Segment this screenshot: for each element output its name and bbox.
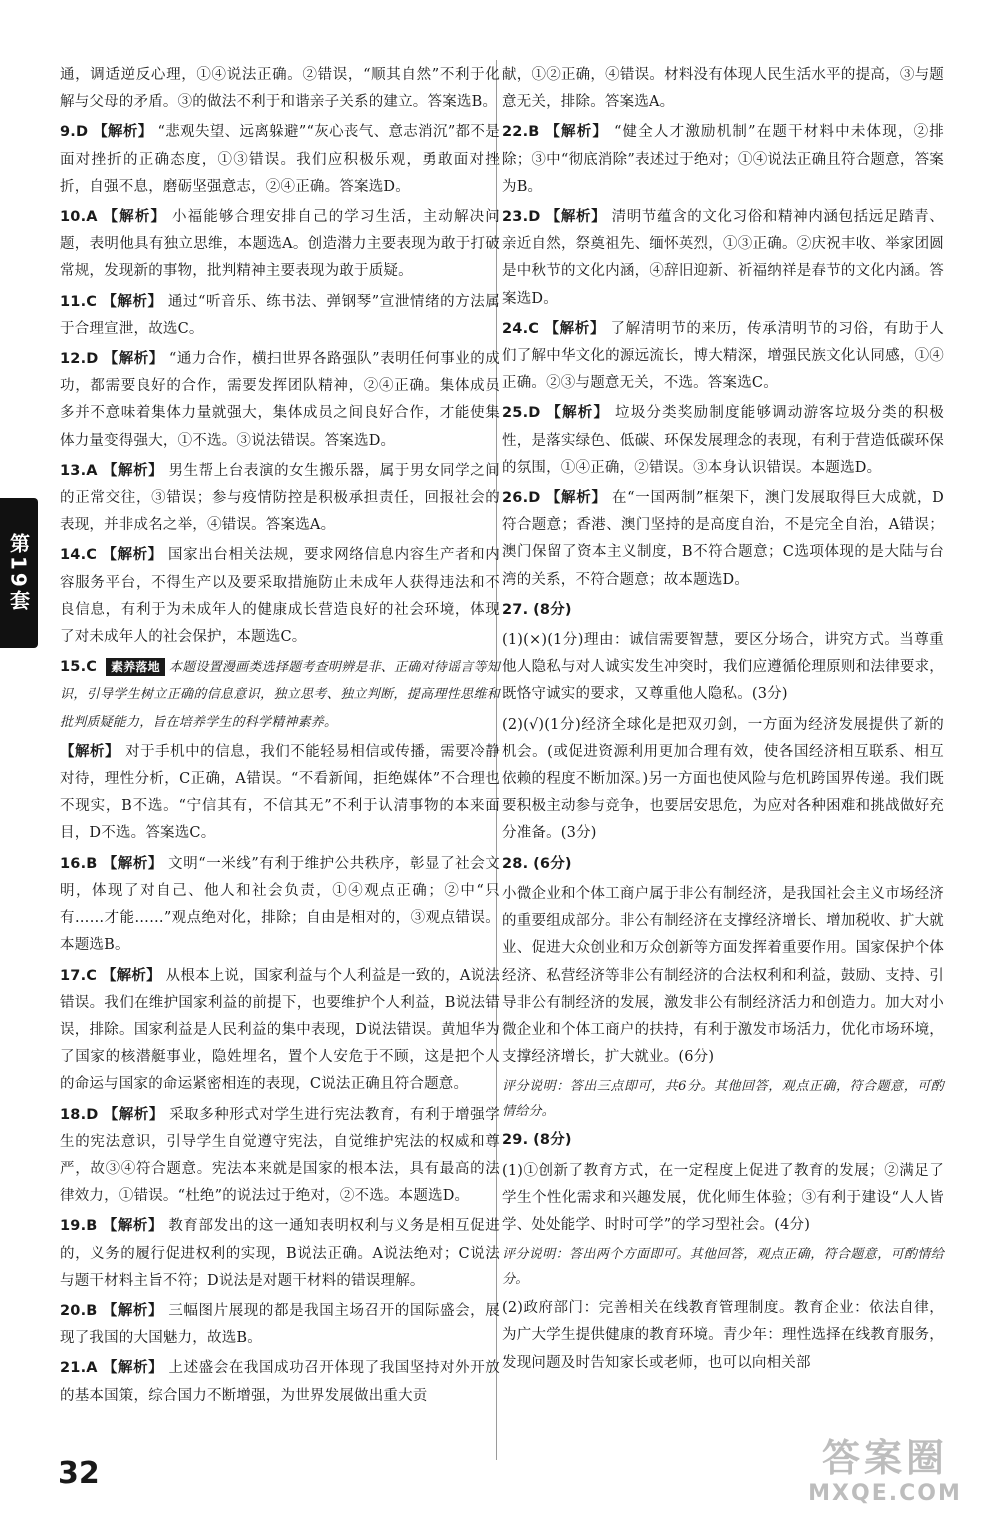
answer-text: 采取多种形式对学生进行宪法教育，有利于增强学生的宪法意识，引导学生自觉遵守宪法，自觉维护宪法的权威和尊严，故③④符合题意。宪法本来就是国家的根本法，具有最高的法律效力，①错误。“杜绝”的说法过于绝对，②不选。本题选D。	[60, 1106, 500, 1205]
answer-text: 小福能够合理安排自己的学习生活，主动解决问题，表明他具有独立思维，本题选A。创造潜力主要表现为敢于打破常规，发现新的事物，批判精神主要表现为敢于质疑。	[60, 209, 500, 280]
watermark-line2: MXQE.COM	[808, 1481, 962, 1506]
question-number: 12.D	[60, 351, 99, 368]
answer-text: 献，①②正确，④错误。材料没有体现人民生活水平的提高，③与题意无关，排除。答案选A。	[502, 67, 944, 111]
answer-item	[60, 739, 500, 848]
analysis-tag: 【解析】	[546, 405, 610, 422]
answer-item	[60, 851, 500, 960]
answer-text: 男生帮上台表演的女生搬乐器，属于男女同学之间的正常交往，③错误；参与疫情防控是积极承担责任，回报社会的表现，并非成名之举，④错误。答案选A。	[60, 462, 501, 534]
question-number: 29.	[502, 1132, 529, 1149]
answer-text: 教育部发出的这一通知表明权利与义务是相互促进的，义务的履行促进权利的实现，B说法正确。A说法绝对；C说法与题干材料主旨不符；D说法是对题干材料的错误理解。	[60, 1218, 500, 1289]
question-number: 19.B	[60, 1218, 98, 1235]
question-number: 25.D	[502, 405, 541, 422]
analysis-tag: 【解析】	[545, 124, 609, 141]
answer-item	[60, 1213, 500, 1295]
answer-item	[60, 119, 500, 201]
answer-item	[60, 289, 500, 343]
analysis-tag: 【解析】	[545, 490, 607, 507]
watermark-logo	[790, 1436, 980, 1516]
answer-item	[502, 851, 944, 878]
answer-item	[502, 316, 944, 398]
analysis-tag: 【解析】	[102, 855, 163, 872]
right-column	[502, 62, 944, 1380]
question-number: 16.B	[60, 855, 98, 872]
answer-text: 清明节蕴含的文化习俗和精神内涵包括远足踏青、亲近自然，祭奠祖先、缅怀英烈，①③正确。②庆祝丰收、举家团圆是中秋节的文化内涵，④辞旧迎新、祈福纳祥是春节的文化内涵。答案选D。	[502, 209, 945, 307]
analysis-tag: 【解析】	[102, 462, 164, 479]
answer-text: 在“一国两制”框架下，澳门发展取得巨大成就，D符合题意；香港、澳门坚持的是高度自治，不是完全自治，A错误；澳门保留了资本主义制度，B不符合题意；C选项体现的是大陆与台湾的关系，不符合题意；故本题选D。	[502, 490, 944, 588]
scoring-note: 评分说明：答出两个方面即可。其他回答，观点正确，符合题意，可酌情给分。	[502, 1247, 944, 1288]
answer-item	[502, 485, 944, 594]
answer-item	[502, 62, 944, 116]
answer-text: 上述盛会在我国成功召开体现了我国坚持对外开放的基本国策，综合国力不断增强，为世界发展做出重大贡	[60, 1360, 501, 1404]
question-number: 26.D	[502, 490, 541, 507]
answer-item	[502, 627, 944, 709]
answer-item	[502, 712, 944, 848]
answer-item	[60, 1102, 500, 1211]
answer-text: 文明“一米线”有利于维护公共秩序，彰显了社会文明，体现了对自己、他人和社会负责，①④观点正确；②中“只有……才能……”观点绝对化，排除；自由是相对的，③观点错误。本题选B。	[60, 855, 500, 954]
analysis-tag: 【解析】	[102, 547, 163, 564]
question-number: 11.C	[60, 293, 98, 310]
answer-text: 三幅图片展现的都是我国主场召开的国际盛会，展现了我国的大国魅力，故选B。	[60, 1302, 500, 1347]
answer-item	[502, 119, 944, 201]
answer-text: 通，调适逆反心理，①④说法正确。②错误，“顺其自然”不利于化解与父母的矛盾。③的做法不利于和谐亲子关系的建立。答案选B。	[60, 67, 500, 111]
question-number: 22.B	[502, 124, 540, 141]
answer-item	[60, 963, 500, 1099]
answer-item	[60, 1355, 500, 1409]
answer-item	[60, 346, 500, 455]
question-number: 17.C	[60, 967, 98, 984]
answer-text: 国家出台相关法规，要求网络信息内容生产者和内容服务平台，不得生产以及要采取措施防止未成年人获得违法和不良信息，有利于为未成年人的健康成长营造良好的社会环境，体现了对未成年人的社会保护，本题选C。	[60, 547, 500, 646]
answer-item	[502, 1295, 944, 1377]
answer-item	[502, 597, 944, 624]
answer-item	[60, 1298, 500, 1352]
answer-item	[502, 881, 944, 1071]
set-number-tab	[0, 498, 38, 648]
answer-item	[502, 1158, 944, 1240]
answer-item	[60, 62, 500, 116]
analysis-tag: 【解析】	[102, 1302, 164, 1319]
analysis-tag: 【解析】	[102, 1360, 164, 1377]
question-number: 10.A	[60, 209, 98, 226]
question-number: 24.C	[502, 320, 540, 337]
question-number: 21.A	[60, 1360, 98, 1377]
question-number: 20.B	[60, 1302, 98, 1319]
answer-text: (2)(√)(1分)经济全球化是把双刃剑，一方面为经济发展提供了新的机会。(或促进资源利用更加合理有效，使各国经济相互联系、相互依赖的程度不断加深。)另一方面也使风险与危机跨国界传递。我们既要积极主动参与竞争，也要居安思危，为应对各种困难和挑战做好充分准备。(3分)	[502, 716, 944, 842]
analysis-tag: 【解析】	[101, 967, 161, 984]
analysis-text: 对于手机中的信息，我们不能轻易相信或传播，需要冷静对待，理性分析，C正确，A错误。“不看新闻，拒绝媒体”不合理也不现实，B不选。“宁信其有，不信其无”不利于认清事物的本来面目，D不选。答案选C。	[60, 743, 500, 842]
answer-text: 了解清明节的来历，传承清明节的习俗，有助于人们了解中华文化的源远流长，博大精深，增强民族文化认同感，①④正确。②③与题意无关，不选。答案选C。	[502, 320, 944, 392]
question-number: 28.	[502, 855, 529, 872]
analysis-tag: 【解析】	[102, 1218, 164, 1235]
analysis-tag: 【解析】	[103, 1106, 164, 1123]
points-label: (8分)	[533, 601, 572, 618]
analysis-tag: 【解析】	[545, 209, 607, 226]
analysis-tag: 【解析】	[60, 743, 121, 760]
answer-item	[502, 1127, 944, 1154]
literacy-note: 本题设置漫画类选择题考查明辨是非、正确对待谣言等知识，引导学生树立正确的信息意识，独立思考、独立判断，提高理性思维和批判质疑能力，旨在培养学生的科学精神素养。	[60, 660, 500, 730]
question-number: 23.D	[502, 209, 541, 226]
question-number: 13.A	[60, 462, 98, 479]
answer-text: (1)①创新了教育方式，在一定程度上促进了教育的发展；②满足了学生个性化需求和兴趣发展，优化师生体验；③有利于建设“人人皆学、处处能学、时时可学”的学习型社会。(4分)	[502, 1162, 944, 1233]
scoring-note: 评分说明：答出三点即可，共6分。其他回答，观点正确，符合题意，可酌情给分。	[502, 1079, 944, 1120]
answer-text: 通过“听音乐、练书法、弹钢琴”宣泄情绪的方法属于合理宣泄，故选C。	[60, 293, 500, 337]
analysis-tag: 【解析】	[102, 293, 163, 310]
question-number: 18.D	[60, 1106, 99, 1123]
answer-text: 垃圾分类奖励制度能够调动游客垃圾分类的积极性，是落实绿色、低碳、环保发展理念的表现，有利于营造低碳环保的氛围，①④正确，②错误。③本身认识错误。本题选D。	[502, 405, 944, 476]
answer-item	[60, 204, 500, 286]
page-number: 32	[58, 1456, 100, 1491]
question-number: 15.C	[60, 659, 98, 676]
analysis-tag: 【解析】	[103, 351, 164, 368]
set-number-label: 第19套	[6, 533, 31, 613]
left-column	[60, 62, 500, 1413]
answer-item	[502, 204, 944, 313]
answer-text: (2)政府部门：完善相关在线教育管理制度。教育企业：依法自律，为广大学生提供健康的教育环境。青少年：理性选择在线教育服务，发现问题及时告知家长或老师，也可以向相关部	[502, 1300, 944, 1371]
answer-text: “通力合作，横扫世界各路强队”表明任何事业的成功，都需要良好的合作，需要发挥团队精神，②④正确。集体成员多并不意味着集体力量就强大，集体成员之间良好合作，才能使集体力量变得强大，①不选。③说法错误。答案选D。	[60, 351, 500, 449]
answer-text: 小微企业和个体工商户属于非公有制经济，是我国社会主义市场经济的重要组成部分。非公有制经济在支撑经济增长、增加税收、扩大就业、促进大众创业和万众创新等方面发挥着重要作用。国家保护个体经济、私营经济等非公有制经济的合法权利和利益，鼓励、支持、引导非公有制经济的发展，激发非公有制经济活力和创造力。加大对小微企业和个体工商户的扶持，有利于激发市场活力，优化市场环境，支撑经济增长，扩大就业。(6分)	[502, 885, 944, 1066]
answer-text: “健全人才激励机制”在题干材料中未体现，②排除；③中“彻底消除”表述过于绝对；①④说法正确且符合题意，答案为B。	[502, 124, 945, 195]
points-label: (6分)	[533, 855, 572, 872]
analysis-tag: 【解析】	[544, 320, 606, 337]
points-label: (8分)	[533, 1132, 572, 1149]
answer-text: (1)(×)(1分)理由：诚信需要智慧，要区分场合，讲究方式。当尊重他人隐私与对人诚实发生冲突时，我们应遵循伦理原则和法律要求，既恪守诚实的要求，又尊重他人隐私。(3分)	[502, 632, 944, 703]
question-number: 14.C	[60, 547, 98, 564]
analysis-tag: 【解析】	[93, 124, 153, 141]
answer-item	[60, 458, 500, 540]
answer-text: 从根本上说，国家利益与个人利益是一致的，A说法错误。我们在维护国家利益的前提下，也要维护个人利益，B说法错误，排除。国家利益是人民利益的集中表现，D说法错误。黄旭华为了国家的核潜艇事业，隐姓埋名，置个人安危于不顾，这是把个人的命运与国家的命运紧密相连的表现，C说法正确且符合题意。	[60, 967, 500, 1093]
question-number: 9.D	[60, 124, 89, 141]
answer-item	[60, 654, 500, 736]
literacy-badge: 素养落地	[106, 658, 165, 676]
question-number: 27.	[502, 601, 529, 618]
answer-item	[502, 400, 944, 482]
answer-item	[60, 542, 500, 651]
answer-text: “悲观失望、远离躲避”“灰心丧气、意志消沉”都不是面对挫折的正确态度，①③错误。我们应积极乐观，勇敢面对挫折，自强不息，磨砺坚强意志，②④正确。答案选D。	[60, 124, 500, 195]
analysis-tag: 【解析】	[103, 209, 167, 226]
watermark-line1: 答案圈	[821, 1436, 948, 1480]
